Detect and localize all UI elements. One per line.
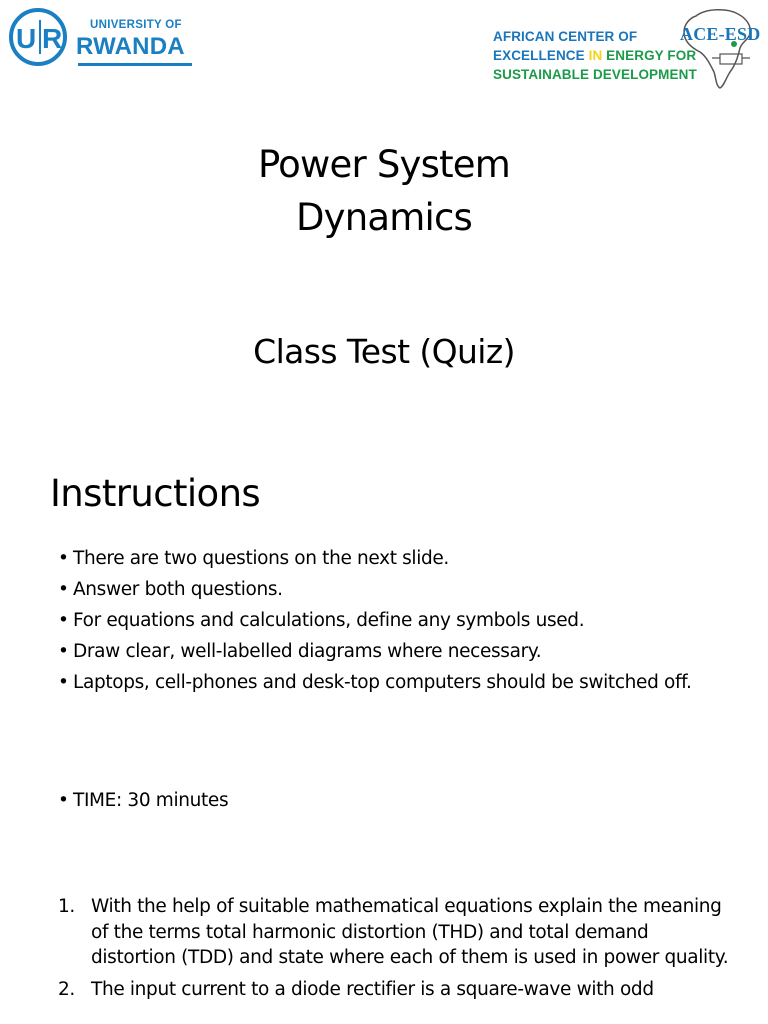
ace-logo-line1: AFRICAN CENTER OF <box>493 29 638 44</box>
ace-esd-acronym: ACE-ESD <box>680 24 761 44</box>
svg-text:U: U <box>16 23 37 54</box>
university-of-rwanda-logo <box>4 6 194 68</box>
page-title <box>0 138 768 244</box>
ace-logo-line2-part3: ENERGY FOR <box>602 48 697 63</box>
instruction-item: • For equations and calculations, define any symbols used. <box>58 608 738 633</box>
ur-logo-top-text: UNIVERSITY OF <box>90 19 182 31</box>
question-item <box>58 977 738 1003</box>
instruction-item: • Answer both questions. <box>58 577 738 602</box>
ace-logo-line2-part2: IN <box>588 48 603 63</box>
title-line1: Power System <box>257 143 510 186</box>
question-item <box>58 894 738 971</box>
ace-logo-line3: SUSTAINABLE DEVELOPMENT <box>493 67 697 82</box>
question-text: The input current to a diode rectifier is a square-wave with odd <box>91 978 654 1000</box>
ur-monogram-icon <box>4 6 84 68</box>
ace-esd-logo <box>490 6 764 90</box>
question-text: With the help of suitable mathematical equations explain the meaning of the terms total harmonic distortion (THD) and total demand distortion (TDD) and state where each of them is used in power quality. <box>91 896 729 968</box>
question-number: 2. <box>58 978 75 1000</box>
title-line2: Dynamics <box>295 196 473 239</box>
ace-logo-line2-part1: EXCELLENCE <box>493 48 589 63</box>
instruction-item: • Draw clear, well-labelled diagrams where necessary. <box>58 639 738 664</box>
instructions-heading: Instructions <box>50 472 261 515</box>
instructions-list <box>58 546 738 701</box>
question-number: 1. <box>58 896 75 917</box>
instruction-item: • Laptops, cell-phones and desk-top computers should be switched off. <box>58 670 738 695</box>
ur-logo-underline <box>78 63 192 66</box>
ace-logo-line2 <box>493 47 696 65</box>
time-limit: • TIME: 30 minutes <box>58 788 228 813</box>
ur-logo-main-text: RWANDA <box>76 33 185 60</box>
svg-text:R: R <box>42 23 63 54</box>
instruction-item: • There are two questions on the next slide. <box>58 546 738 571</box>
page-subtitle: Class Test (Quiz) <box>253 332 515 371</box>
questions-list <box>58 894 738 1008</box>
